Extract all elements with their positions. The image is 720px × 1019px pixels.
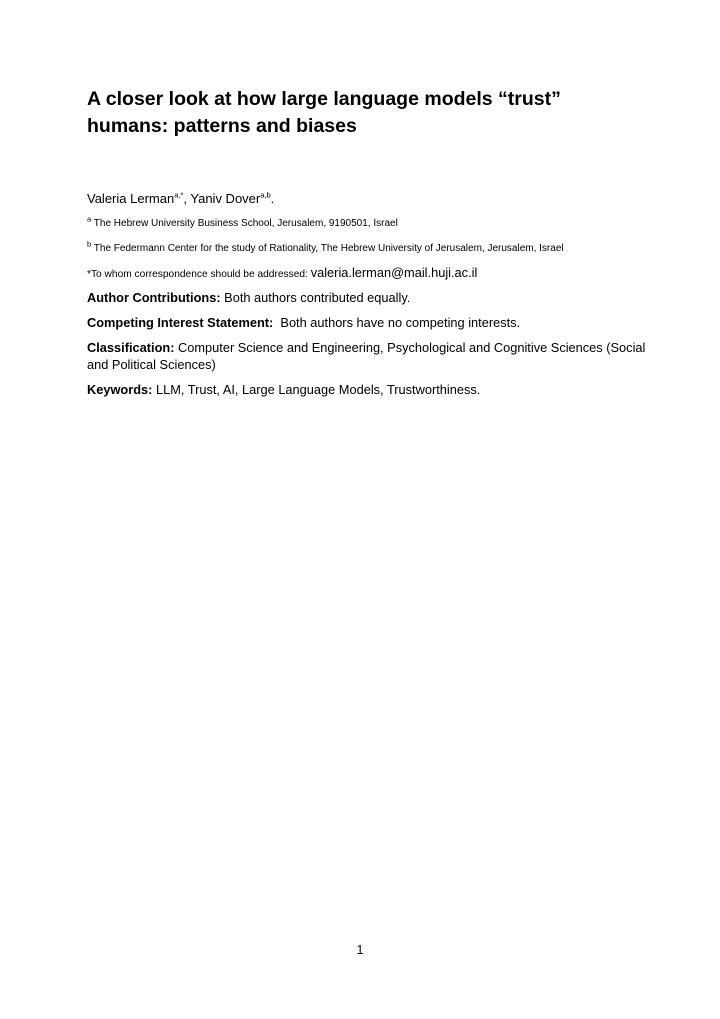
author-contributions-text: Both authors contributed equally. — [220, 290, 411, 305]
classification-label: Classification: — [87, 340, 175, 355]
keywords-label: Keywords: — [87, 382, 153, 397]
title-page — [87, 86, 647, 398]
affiliation-text: The Federmann Center for the study of Rationality, The Hebrew University of Jerusalem, Jerusalem, Israel — [93, 243, 564, 254]
author-contributions — [87, 289, 647, 306]
affiliation-mark: a — [87, 214, 92, 224]
author-name: Yaniv Dover — [190, 191, 261, 206]
author-separator: . — [270, 191, 275, 206]
keywords — [87, 381, 647, 398]
author-list — [87, 191, 647, 207]
classification-text: Computer Science and Engineering, Psychological and Cognitive Sciences (Social and Political Sciences) — [87, 340, 646, 372]
affiliation-b — [87, 241, 647, 257]
classification — [87, 339, 647, 373]
author-separator: , — [183, 191, 191, 206]
author-contributions-label: Author Contributions: — [87, 290, 221, 305]
affiliation-a — [87, 214, 647, 231]
competing-interest-label: Competing Interest Statement: — [87, 315, 274, 330]
correspondence-note — [87, 265, 647, 283]
competing-interest-statement — [87, 314, 647, 331]
author-affiliation-mark: a,* — [174, 190, 184, 200]
correspondence-text: *To whom correspondence should be addressed: — [87, 269, 311, 280]
affiliation-text: The Hebrew University Business School, Jerusalem, 9190501, Israel — [93, 218, 398, 229]
paper-title: A closer look at how large language models “trust” humans: patterns and biases — [87, 88, 561, 137]
competing-interest-text: Both authors have no competing interests. — [273, 315, 521, 330]
author-affiliation-mark: a,b — [260, 190, 271, 200]
page-number: 1 — [356, 943, 364, 957]
affiliation-mark: b — [87, 239, 92, 249]
correspondence-email[interactable]: valeria.lerman@mail.huji.ac.il — [310, 265, 478, 280]
author-name: Valeria Lerman — [87, 191, 175, 206]
keywords-text: LLM, Trust, AI, Large Language Models, Trustworthiness. — [152, 382, 481, 397]
